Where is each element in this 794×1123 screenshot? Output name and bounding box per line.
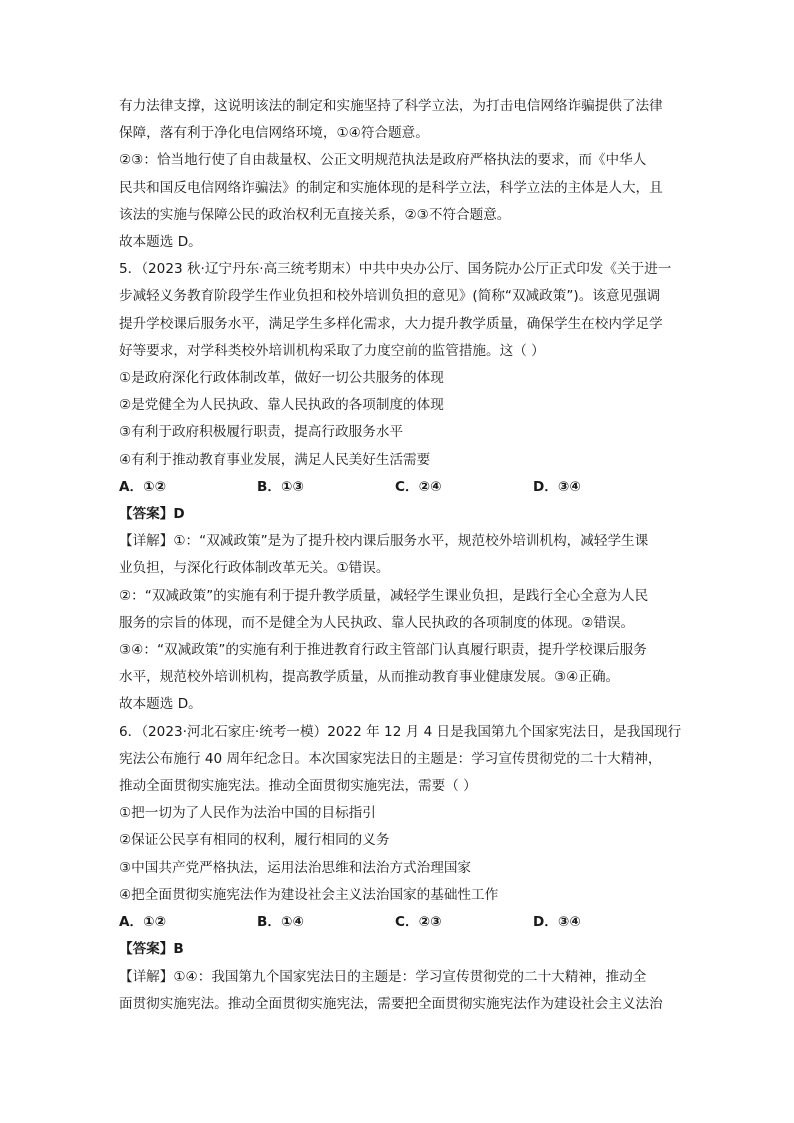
q6-options <box>119 909 679 936</box>
q5-detail-line-6: 水平，规范校外培训机构，提高教学质量，从而推动教育事业健康发展。③④正确。 <box>119 669 620 686</box>
q6-stem-line-1: 6．（2023·河北石家庄·统考一模）2022 年 12 月 4 日是我国第九个国家宪法日，是我国现行 <box>119 723 682 740</box>
q6-stem-line-3: 推动全面贯彻实施宪法。推动全面贯彻实施宪法，需要（ ） <box>119 778 477 795</box>
q5-detail-line-1: 【详解】①：“双减政策”是为了提升校内课后服务水平，规范校外培训机构，减轻学生课 <box>119 533 649 550</box>
q6-stem-line-2: 宪法公布施行 40 周年纪念日。本次国家宪法日的主题是：学习宣传贯彻党的二十大精神， <box>119 750 662 767</box>
q5-item-3: ③有利于政府积极履行职责，提高行政服务水平 <box>119 424 404 441</box>
q4-conclusion: 故本题选 D。 <box>119 234 202 251</box>
q5-options <box>119 474 679 501</box>
q5-item-1: ①是政府深化行政体制改革，做好一切公共服务的体现 <box>119 370 444 387</box>
q6-item-1: ①把一切为了人民作为法治中国的目标指引 <box>119 805 376 822</box>
q5-option-a: A．①② <box>119 478 167 495</box>
q5-stem-line-1: 5．（2023 秋·辽宁丹东·高三统考期末）中共中央办公厅、国务院办公厅正式印发《关于进一 <box>119 261 672 278</box>
q5-detail-line-2: 业负担，与深化行政体制改革无关。①错误。 <box>119 560 390 577</box>
q4-tail-line-2: 保障，落有利于净化电信网络环境，①④符合题意。 <box>119 125 429 142</box>
q5-detail-line-3: ②：“双减政策”的实施有利于提升教学质量，减轻学生课业负担，是践行全心全意为人民 <box>119 587 649 604</box>
q5-detail-line-4: 服务的宗旨的体现，而不是健全为人民执政、靠人民执政的各项制度的体现。②错误。 <box>119 614 635 631</box>
q4-tail-line-5: 该法的实施与保障公民的政治权利无直接关系，②③不符合题意。 <box>119 206 511 223</box>
q6-option-a: A．①② <box>119 914 167 931</box>
q4-tail-line-3: ②③：恰当地行使了自由裁量权、公正文明规范执法是政府严格执法的要求，而《中华人 <box>119 152 647 169</box>
q5-stem-line-3: 提升学校课后服务水平，满足学生多样化需求，大力提升教学质量，确保学生在校内学足学 <box>119 315 663 332</box>
q6-option-c: C．②③ <box>395 914 442 931</box>
q5-option-d: D．③④ <box>533 478 581 495</box>
q6-detail-line-1: 【详解】①④：我国第九个国家宪法日的主题是：学习宣传贯彻党的二十大精神，推动全 <box>119 968 647 985</box>
q6-item-3: ③中国共产党严格执法，运用法治思维和法治方式治理国家 <box>119 859 472 876</box>
page-content <box>119 93 682 1018</box>
q6-option-b: B．①④ <box>257 914 304 931</box>
q6-detail-line-2: 面贯彻实施宪法。推动全面贯彻实施宪法，需要把全面贯彻实施宪法作为建设社会主义法治 <box>119 995 663 1012</box>
q5-stem-line-4: 好等要求，对学科类校外培训机构采取了力度空前的监管措施。这（ ） <box>119 342 545 359</box>
q5-item-2: ②是党健全为人民执政、靠人民执政的各项制度的体现 <box>119 397 444 414</box>
q5-answer: 【答案】D <box>119 506 185 523</box>
q5-detail-line-5: ③④：“双减政策”的实施有利于推进教育行政主管部门认真履行职责，提升学校课后服务 <box>119 642 647 659</box>
q4-tail-line-4: 民共和国反电信网络诈骗法》的制定和实施体现的是科学立法，科学立法的主体是人大，且 <box>119 179 663 196</box>
q6-item-2: ②保证公民享有相同的权利，履行相同的义务 <box>119 832 390 849</box>
q5-item-4: ④有利于推动教育事业发展，满足人民美好生活需要 <box>119 451 431 468</box>
q5-conclusion: 故本题选 D。 <box>119 696 202 713</box>
q6-answer: 【答案】B <box>119 941 184 958</box>
q6-option-d: D．③④ <box>533 914 581 931</box>
q5-option-c: C．②④ <box>395 478 442 495</box>
q5-option-b: B．①③ <box>257 478 304 495</box>
q4-tail-line-1: 有力法律支撑，这说明该法的制定和实施坚持了科学立法，为打击电信网络诈骗提供了法律 <box>119 98 663 114</box>
q6-item-4: ④把全面贯彻实施宪法作为建设社会主义法治国家的基础性工作 <box>119 886 499 903</box>
q5-stem-line-2: 步减轻义务教育阶段学生作业负担和校外培训负担的意见》(简称“双减政策”)。该意见强调 <box>119 288 661 305</box>
